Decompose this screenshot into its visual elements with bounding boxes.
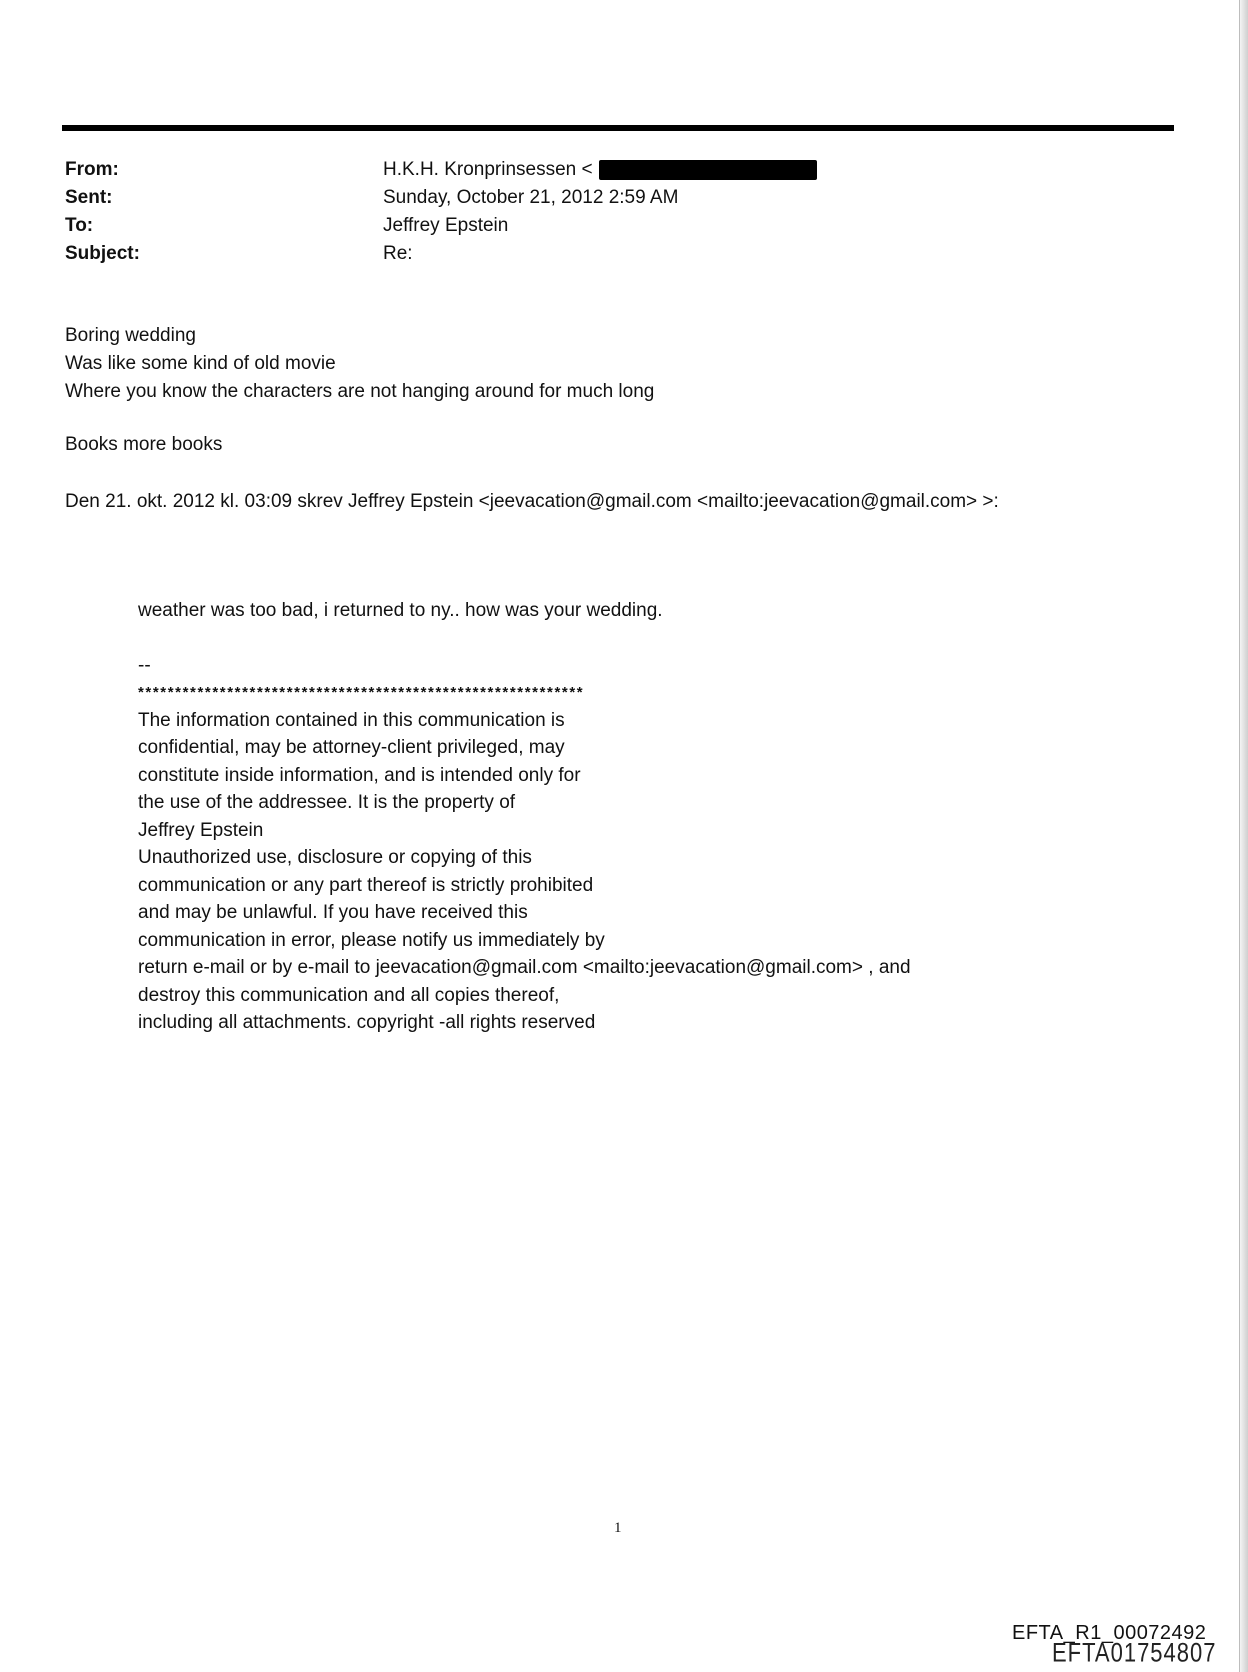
from-row: [65, 156, 1165, 184]
to-label: To:: [65, 215, 94, 236]
page-edge: [1239, 0, 1248, 1672]
signature-stars: ************************************************************: [138, 684, 585, 701]
signature-dash: --: [138, 654, 151, 676]
disclaimer-line: confidential, may be attorney-client privileged, may: [138, 737, 565, 758]
disclaimer-line: return e-mail or by e-mail to jeevacation@gmail.com <mailto:jeevacation@gmail.com> , and: [138, 957, 911, 978]
disclaimer-line: communication or any part thereof is strictly prohibited: [138, 874, 594, 896]
from-value: [383, 159, 817, 181]
sent-row: [65, 184, 1165, 212]
disclaimer-line: constitute inside information, and is intended only for: [138, 764, 581, 786]
from-text: H.K.H. Kronprinsessen <: [383, 159, 593, 180]
subject-row: [65, 240, 1165, 268]
to-row: [65, 212, 1165, 240]
subject-label: Subject:: [65, 243, 140, 264]
page-number: 1: [614, 1520, 622, 1536]
sent-label: Sent:: [65, 187, 113, 208]
disclaimer-line: destroy this communication and all copies thereof,: [138, 984, 560, 1006]
message-body: [65, 322, 654, 406]
disclaimer-line: The information contained in this communication is: [138, 709, 565, 731]
disclaimer-line: the use of the addressee. It is the property of: [138, 792, 516, 813]
message-line: Where you know the characters are not hanging around for much long: [65, 381, 655, 402]
bates-number-bottom: EFTA01754807: [1052, 1637, 1217, 1668]
message-line: Was like some kind of old movie: [65, 353, 336, 374]
message-line-books: Books more books: [65, 434, 223, 455]
disclaimer-line: communication in error, please notify us immediately by: [138, 929, 605, 951]
disclaimer-line: and may be unlawful. If you have received this: [138, 902, 528, 923]
disclaimer-line: Jeffrey Epstein: [138, 819, 264, 841]
redaction-block: [599, 160, 817, 180]
message-line: Boring wedding: [65, 325, 196, 346]
disclaimer-line: Unauthorized use, disclosure or copying of this: [138, 847, 532, 868]
from-label: From:: [65, 159, 119, 180]
disclaimer-line: including all attachments. copyright -all rights reserved: [138, 1012, 596, 1033]
bates-number-top: EFTA_R1_00072492: [1012, 1622, 1207, 1644]
sent-value: Sunday, October 21, 2012 2:59 AM: [383, 187, 679, 208]
quoted-message: [138, 597, 911, 1037]
email-header: [65, 156, 1165, 268]
quoted-text: weather was too bad, i returned to ny.. how was your wedding.: [138, 600, 663, 621]
reply-header: Den 21. okt. 2012 kl. 03:09 skrev Jeffrey Epstein <jeevacation@gmail.com <mailto:jeevacation@gmail.com> >:: [65, 491, 999, 512]
to-value: Jeffrey Epstein: [383, 215, 509, 236]
header-rule: [62, 125, 1174, 131]
subject-value: Re:: [383, 243, 413, 264]
